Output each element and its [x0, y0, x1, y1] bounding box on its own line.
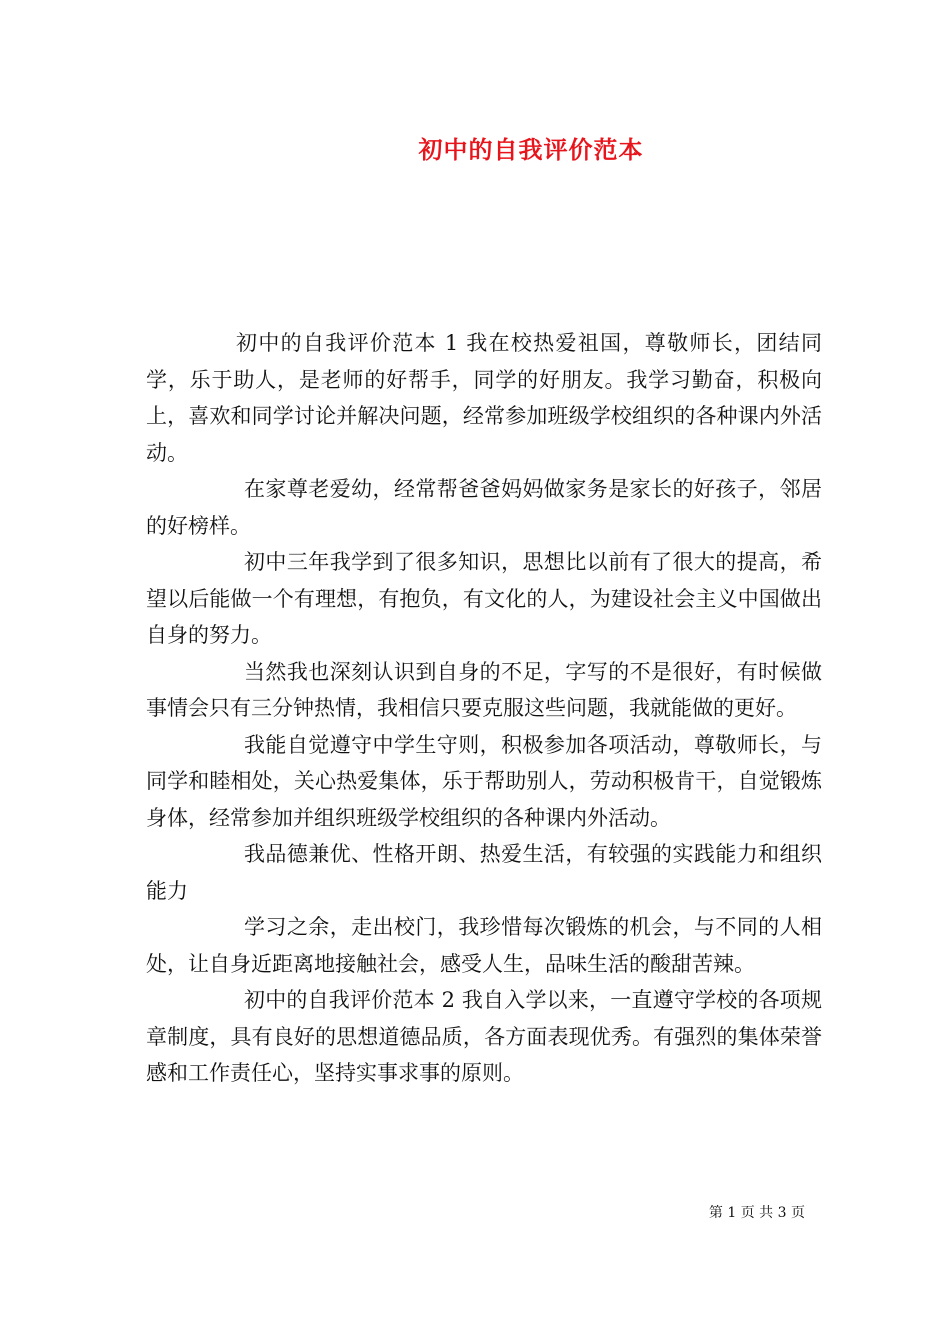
paragraph-8: 初中的自我评价范本 2 我自入学以来，一直遵守学校的各项规章制度，具有良好的思想道德品质，各方面表现优秀。有强烈的集体荣誉感和工作责任心，坚持实事求事的原则。 [146, 988, 822, 1085]
paragraph-7: 学习之余，走出校门，我珍惜每次锻炼的机会，与不同的人相处，让自身近距离地接触社会，感受人生，品味生活的酸甜苦辣。 [146, 915, 822, 976]
paragraph-3: 初中三年我学到了很多知识，思想比以前有了很大的提高，希望以后能做一个有理想，有抱负，有文化的人，为建设社会主义中国做出自身的努力。 [146, 550, 822, 647]
paragraph-4: 当然我也深刻认识到自身的不足，字写的不是很好，有时候做事情会只有三分钟热情，我相信只要克服这些问题，我就能做的更好。 [146, 659, 822, 720]
page-footer: 第 1 页 共 3 页 [708, 1205, 805, 1221]
paragraph-5: 我能自觉遵守中学生守则，积极参加各项活动，尊敬师长，与同学和睦相处，关心热爱集体，乐于帮助别人，劳动积极肯干，自觉锻炼身体，经常参加并组织班级学校组织的各种课内外活动。 [146, 732, 822, 830]
document-title: 初中的自我评价范本 [418, 135, 644, 164]
document-body [146, 325, 822, 1092]
paragraph-2: 在家尊老爱幼，经常帮爸爸妈妈做家务是家长的好孩子，邻居的好榜样。 [146, 477, 822, 538]
paragraph-6: 我品德兼优、性格开朗、热爱生活，有较强的实践能力和组织能力 [146, 842, 822, 903]
paragraph-1: 初中的自我评价范本 1 我在校热爱祖国，尊敬师长，团结同学，乐于助人，是老师的好帮手，同学的好朋友。我学习勤奋，积极向上，喜欢和同学讨论并解决问题，经常参加班级学校组织的各种课内外活动。 [146, 331, 822, 465]
